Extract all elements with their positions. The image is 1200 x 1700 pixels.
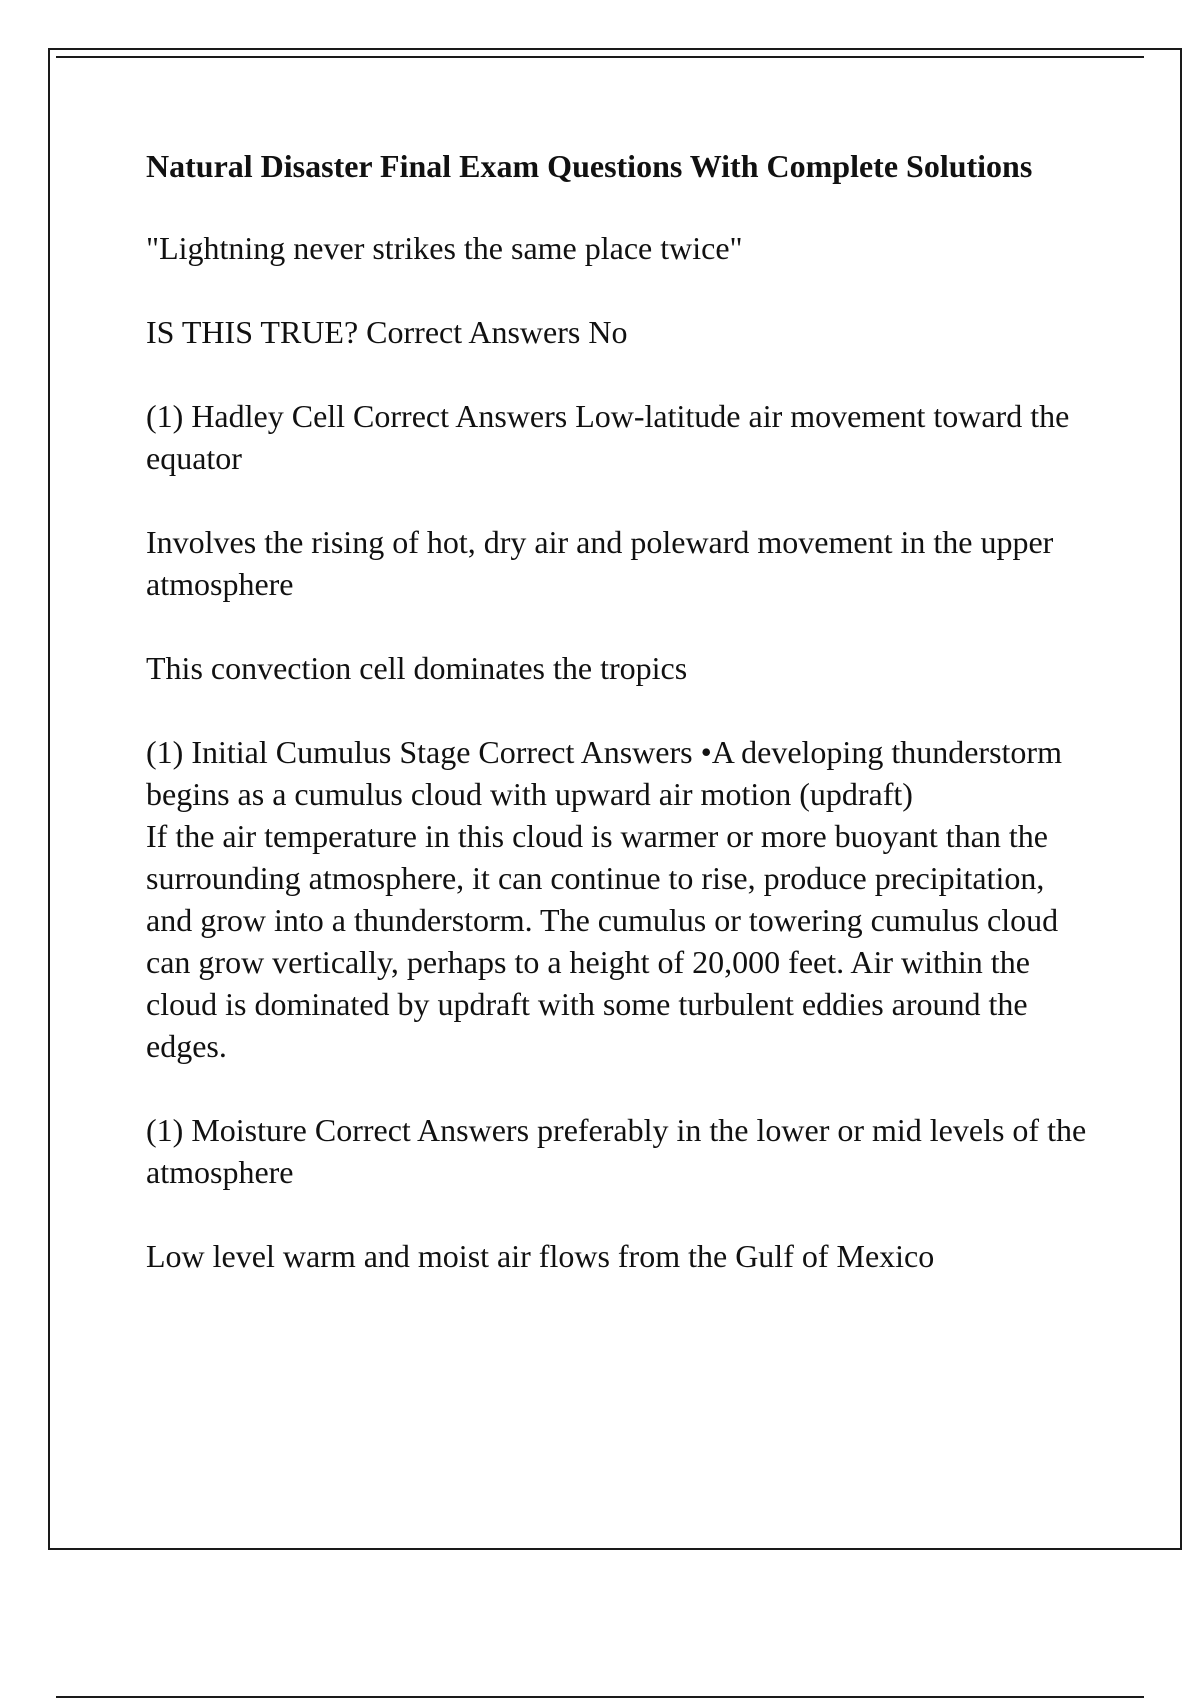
paragraph-gulf-air: Low level warm and moist air flows from the Gulf of Mexico [146,1238,935,1274]
paragraph-is-this-true: IS THIS TRUE? Correct Answers No [146,314,628,350]
top-rule [56,56,1144,58]
document-body [146,146,1096,1319]
paragraph-quote: "Lightning never strikes the same place twice" [146,230,743,266]
paragraph-cumulus-detail: If the air temperature in this cloud is warmer or more buoyant than the surrounding atmosphere, it can continue to rise, produce precipitation, and grow into a thunderstorm. The cumulus or towering cumulus cloud can grow vertically, perhaps to a height of 20,000 feet. Air within the cloud is dominated by updraft with some turbulent eddies around the edges. [146,818,1059,1064]
bottom-rule [56,1696,1144,1698]
paragraph-cumulus-stage: (1) Initial Cumulus Stage Correct Answers •A developing thunderstorm begins as a cumulus cloud with upward air motion (updraft) [146,734,1062,812]
paragraph-hadley-cell: (1) Hadley Cell Correct Answers Low-latitude air movement toward the equator [146,398,1070,476]
paragraph-moisture: (1) Moisture Correct Answers preferably in the lower or mid levels of the atmosphere [146,1112,1087,1190]
cumulus-stage-block [146,731,1096,1067]
paragraph-hadley-rising: Involves the rising of hot, dry air and poleward movement in the upper atmosphere [146,524,1054,602]
paragraph-convection-tropics: This convection cell dominates the tropics [146,650,688,686]
document-title: Natural Disaster Final Exam Questions With Complete Solutions [146,148,1033,184]
